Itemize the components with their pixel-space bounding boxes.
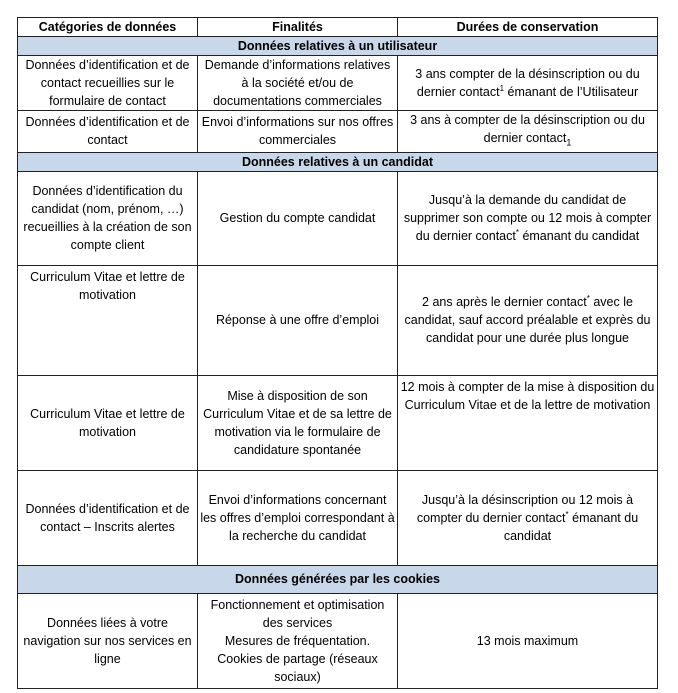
data-retention-table-wrapper: [17, 17, 657, 689]
footnote-mark: *: [515, 227, 519, 237]
footnote-mark: 1: [566, 137, 572, 148]
duration-cell: 12 mois à compter de la mise à disposition du Curriculum Vitae et de la lettre de motivation: [398, 375, 658, 470]
section-header-row: [18, 565, 658, 593]
category-cell: Données d’identification et de contact – Inscrits alertes: [18, 470, 198, 565]
purpose-cell: Fonctionnement et optimisation des services Mesures de fréquentation. Cookies de partage (réseaux sociaux): [198, 593, 398, 688]
data-retention-table: [17, 17, 658, 689]
header-categories: Catégories de données: [18, 18, 198, 37]
section-header-row: [18, 37, 658, 56]
category-cell: Données liées à votre navigation sur nos services en ligne: [18, 593, 198, 688]
duration-cell: 2 ans après le dernier contact* avec le candidat, sauf accord préalable et exprès du candidat pour une durée plus longue: [398, 265, 658, 375]
header-durations: Durées de conservation: [398, 18, 658, 37]
category-cell: Curriculum Vitae et lettre de motivation: [18, 265, 198, 375]
purpose-cell: Réponse à une offre d’emploi: [198, 265, 398, 375]
section-header-row: [18, 152, 658, 171]
duration-cell: Jusqu’à la désinscription ou 12 mois à compter du dernier contact* émanant du candidat: [398, 470, 658, 565]
footnote-mark: *: [586, 293, 590, 303]
section-title-candidate: Données relatives à un candidat: [18, 152, 658, 171]
footnote-mark: 1: [499, 83, 505, 93]
table-row: [18, 56, 658, 111]
section-title-user: Données relatives à un utilisateur: [18, 37, 658, 56]
purpose-cell: Mise à disposition de son Curriculum Vitae et de sa lettre de motivation via le formulaire de candidature spontanée: [198, 375, 398, 470]
duration-cell: 13 mois maximum: [398, 593, 658, 688]
category-cell: Données d’identification et de contact: [18, 111, 198, 153]
footnote-mark: *: [565, 509, 569, 519]
purpose-cell: Envoi d’informations concernant les offres d’emploi correspondant à la recherche du candidat: [198, 470, 398, 565]
purpose-cell: Gestion du compte candidat: [198, 171, 398, 265]
category-cell: Données d’identification du candidat (nom, prénom, …) recueillies à la création de son compte client: [18, 171, 198, 265]
table-row: [18, 375, 658, 470]
category-cell: Curriculum Vitae et lettre de motivation: [18, 375, 198, 470]
purpose-cell: Demande d’informations relatives à la société et/ou de documentations commerciales: [198, 56, 398, 111]
table-row: [18, 171, 658, 265]
table-row: [18, 470, 658, 565]
header-purposes: Finalités: [198, 18, 398, 37]
purpose-cell: Envoi d’informations sur nos offres commerciales: [198, 111, 398, 153]
duration-cell: 3 ans compter de la désinscription ou du dernier contact$^1$ émanant de l’Utilisateur: [398, 56, 658, 111]
table-row: [18, 111, 658, 153]
duration-cell: 3 ans à compter de la désinscription ou du dernier contact$_1$: [398, 111, 658, 153]
duration-cell: Jusqu’à la demande du candidat de supprimer son compte ou 12 mois à compter du dernier contact* émanant du candidat: [398, 171, 658, 265]
category-cell: Données d’identification et de contact recueillies sur le formulaire de contact: [18, 56, 198, 111]
table-row: [18, 265, 658, 375]
section-title-cookies: Données générées par les cookies: [18, 565, 658, 593]
header-row: [18, 18, 658, 37]
table-row: [18, 593, 658, 688]
